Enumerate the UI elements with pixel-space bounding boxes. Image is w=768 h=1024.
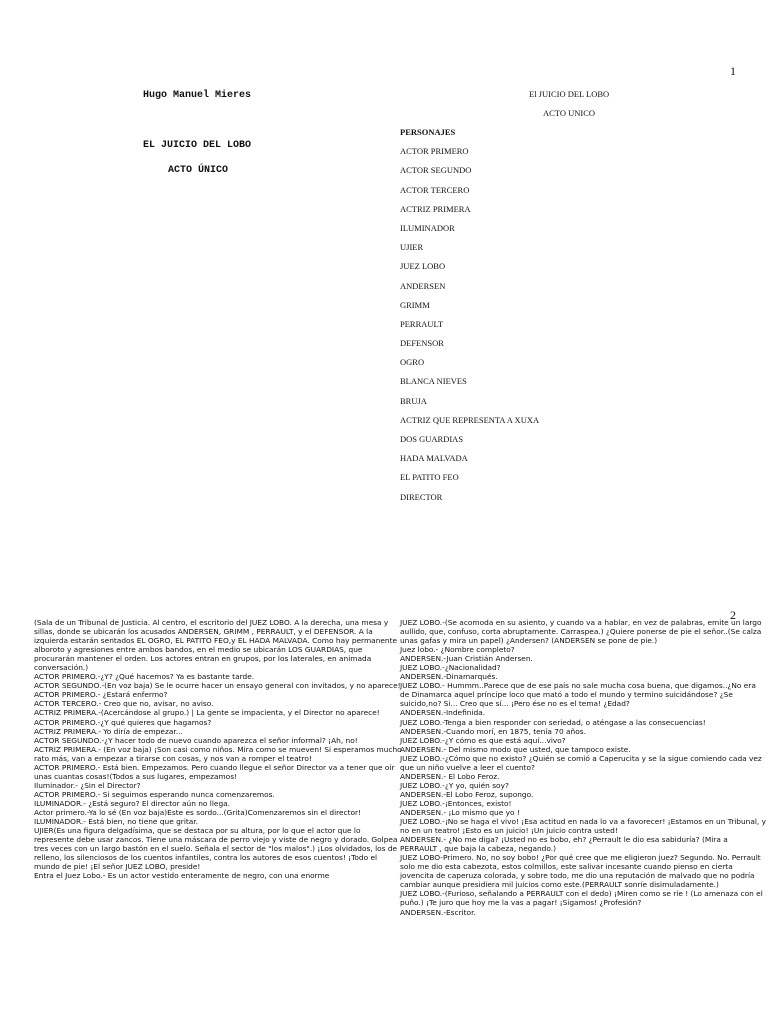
script-paragraph: JUEZ LOBO-Primero. No, no soy bobo! ¿Por qué cree que me eligieron juez? Segundo. No. Perrault solo me dio esta cabezota, estos colmillos, este salivar incesante cuando pienso en cierta jovencita de caperuza colorada, y sobre todo, me dio una reputación de malvado que no podría cambiar aunque presidiera mil juicios como este.(PERRAULT sonríe disimuladamente.) [400,853,761,890]
script-paragraph: ACTOR SEGUNDO.-¿Y hacer todo de nuevo cuando aparezca el señor informal? ¡Ah, no! [34,735,358,745]
author-name: Hugo Manuel Mieres [143,90,252,101]
script-paragraph: ANDERSEN.- Del mismo modo que usted, que tampoco existe. [400,744,631,754]
script-paragraph: JUEZ LOBO.-¿Nacionalidad? [400,663,501,673]
personajes-heading: PERSONAJES [400,127,456,137]
cast-item: UJIER [400,242,424,253]
cast-item: DOS GUARDIAS [400,434,464,444]
script-paragraph: ANDERSEN.-El Lobo Feroz, supongo. [400,789,534,799]
script-paragraph: ACTOR PRIMERO.- Está bien. Empezamos. Pero cuando llegue el señor Director va a tener que oír unas cuantas cosas!(Todos a sus lugares, empezamos! [34,762,395,781]
document-page-2 [0,598,768,1024]
cast-item: OGRO [400,357,425,368]
cast-item: ACTOR PRIMERO [400,146,469,157]
script-paragraph: ANDERSEN.-Juan Cristián Andersen. [400,654,533,664]
script-paragraph: JUEZ LOBO.-¿Y cómo es que está aquí...vivo? [400,735,566,745]
page-number: 1 [730,64,736,78]
play-title: EL JUICIO DEL LOBO [143,140,252,151]
play-subtitle: ACTO ÚNICO [168,165,229,176]
right-subtitle: ACTO UNICO [543,108,596,118]
script-paragraph: ACTOR PRIMERO.- Si seguimos esperando nunca comenzaremos. [34,789,275,799]
script-paragraph: (Sala de un Tribunal de Justicia. Al centro, el escritorio del JUEZ LOBO. A la derecha, una mesa y sillas, donde se ubicarán los acusados ANDERSEN, GRIMM , PERRAULT, y el DEFENSOR. A la izquierda estarán sentados EL OGRO, EL PATITO FEO,y EL HADA MALVADA. Como hay permanente alboroto y agresiones entre ambos bandos, en el medio se ubicarán LOS GUARDIAS, que procurarán mantener el orden. Los actores entran en grupos, por los laterales, en animada conversación.) [34,618,398,673]
cast-item: ACTOR SEGUNDO [400,165,472,176]
script-paragraph: ACTRIZ PRIMERA.- (En voz baja) ¡Son casi como niños. Mira como se mueven! Si esperamos mucho rato más, van a empezar a tirarse con cosas, y nos van a romper el teatro! [34,744,402,763]
right-title: El JUICIO DEL LOBO [529,89,610,99]
cast-item: DIRECTOR [400,491,443,502]
script-paragraph: ACTOR PRIMERO.-¿Y qué quieres que hagamos? [34,717,212,727]
script-paragraph: JUEZ LOBO.-Tenga a bien responder con seriedad, o aténgase a las consecuencias! [400,717,706,727]
script-paragraph: Juez lobo.- ¿Nombre completo? [400,645,515,655]
script-paragraph: JUEZ LOBO.-¿Cómo que no existo? ¿Quién se comió a Caperucita y se la sigue comiendo cada vez que un niño vuelve a leer el cuento? [400,753,762,772]
cast-item: ACTRIZ QUE REPRESENTA A XUXA [400,414,540,425]
script-paragraph: Actor primero.-Ya lo sé (En voz baja)Este es sordo...(Grita)Comenzaremos sin el director! [34,807,362,817]
cast-list [400,127,539,511]
script-paragraph: ACTOR PRIMERO.-¿Y? ¿Qué hacemos? Ya es bastante tarde. [34,672,255,682]
script-paragraph: JUEZ LOBO.-(Furioso, señalando a PERRAULT con el dedo) ¡Miren como se ríe ! (Lo amenaza con el puño.) ¡Te juro que hoy me la vas a pagar! ¡Sigamos! ¿Profesión? [400,889,763,908]
script-paragraph: ACTRIZ PRIMERA.- Yo diría de empezar... [34,726,183,736]
cast-item: JUEZ LOBO [400,261,446,272]
script-paragraph: ANDERSEN.-Escritor. [400,907,476,917]
script-paragraph: JUEZ LOBO.-(Se acomoda en su asiento, y cuando va a hablar, en vez de palabras, emite un largo aullido, que, confuso, corta abruptamente. Carraspea.) ¿Quiere ponerse de pie el señor..(Se calza unas gafas y mira un papel) ¿Andersen? (ANDERSEN se pone de pie.) [400,618,762,646]
cast-item: ACTRIZ PRIMERA [400,203,471,214]
cast-item: BRUJA [400,395,427,406]
script-paragraph: ACTOR TERCERO.- Creo que no, avisar, no aviso. [34,699,214,709]
script-paragraph: ANDERSEN.-Cuando morí, en 1875, tenía 70 años. [400,726,586,736]
cast-item: DEFENSOR [400,338,444,349]
script-paragraph: Entra el Juez Lobo.- Es un actor vestido enteramente de negro, con una enorme [34,871,330,881]
script-paragraph: ANDERSEN.- El Lobo Feroz. [400,771,500,781]
cast-item: HADA MALVADA [400,453,468,464]
script-paragraph: JUEZ LOBO.-¡No se haga el vivo! ¡Esa actitud en nada lo va a favorecer! ¡Estamos en un Tribunal, y no en un teatro! ¡Esto es un juicio! ¡Un juicio contra usted! [400,817,767,836]
script-paragraph: ANDERSEN.- ¿No me diga? ¡Usted no es bobo, eh? ¿Perrault le dio esa sabiduría? (Mira a PERRAULT , que baja la cabeza, negando.) [400,835,728,854]
cast-item: ILUMINADOR [400,222,455,233]
cast-item: ACTOR TERCERO [400,184,470,195]
script-paragraph: ANDERSEN.-Dinamarqués. [400,672,498,682]
script-paragraph: JUEZ LOBO.- Hummm..Parece que de ese país no sale mucha cosa buena, que digamos..¿No era de Dinamarca aquel príncipe loco que mató a todo el mundo y termino suicidándose? ¿Se suicido,no? Si... Creo que sí... ¡Pero ése no es el tema! ¿Edad? [400,681,756,709]
cast-item: BLANCA NIEVES [400,376,467,387]
script-paragraph: JUEZ LOBO.-¿Y yo, quién soy? [400,780,509,790]
script-paragraph: ANDERSEN.-Indefinida. [400,708,486,718]
script-paragraph: UJIER(Es una figura delgadísima, que se destaca por su altura, por lo que el actor que lo represente debe usar zancos. Tiene una máscara de perro viejo y viste de negro y dorado. Golpea tres veces con un largo bastón en el suelo. Señala el sector de "los malos".) ¡Los olvidados, los de relleno, los silenciosos de los cuentos infantiles, contra los autores de esos cuentos! ¡Todo el mundo de pie! ¡El señor JUEZ LOBO, preside! [34,826,398,872]
script-column-left [34,618,402,880]
cast-item: PERRAULT [400,318,444,329]
script-paragraph: ACTOR PRIMERO.- ¿Estará enfermo? [34,690,168,700]
script-paragraph: ANDERSEN.- ¡Lo mismo que yo ! [400,807,520,817]
script-column-right [400,618,766,917]
cast-item: ANDERSEN [400,280,446,291]
script-paragraph: ILUMINADOR.- ¿Está seguro? El director aún no llega. [34,798,231,808]
page-number: 2 [730,608,736,622]
script-paragraph: Iluminador.- ¿Sin el Director? [34,780,141,790]
script-paragraph: ACTOR SEGUNDO.-(En voz baja) Se le ocurre hacer un ensayo general con invitados, y no aparece! [34,681,401,691]
cast-item: GRIMM [400,299,430,310]
cast-item: EL PATITO FEO [400,472,459,483]
script-paragraph: ILUMINADOR.- Está bien, no tiene que gritar. [34,817,199,827]
script-paragraph: ACTRIZ PRIMERA.-(Acercándose al grupo.) | La gente se impacienta, y el Director no aparece! [34,708,380,718]
script-paragraph: JUEZ LOBO.-¡Entonces, existo! [400,798,512,808]
